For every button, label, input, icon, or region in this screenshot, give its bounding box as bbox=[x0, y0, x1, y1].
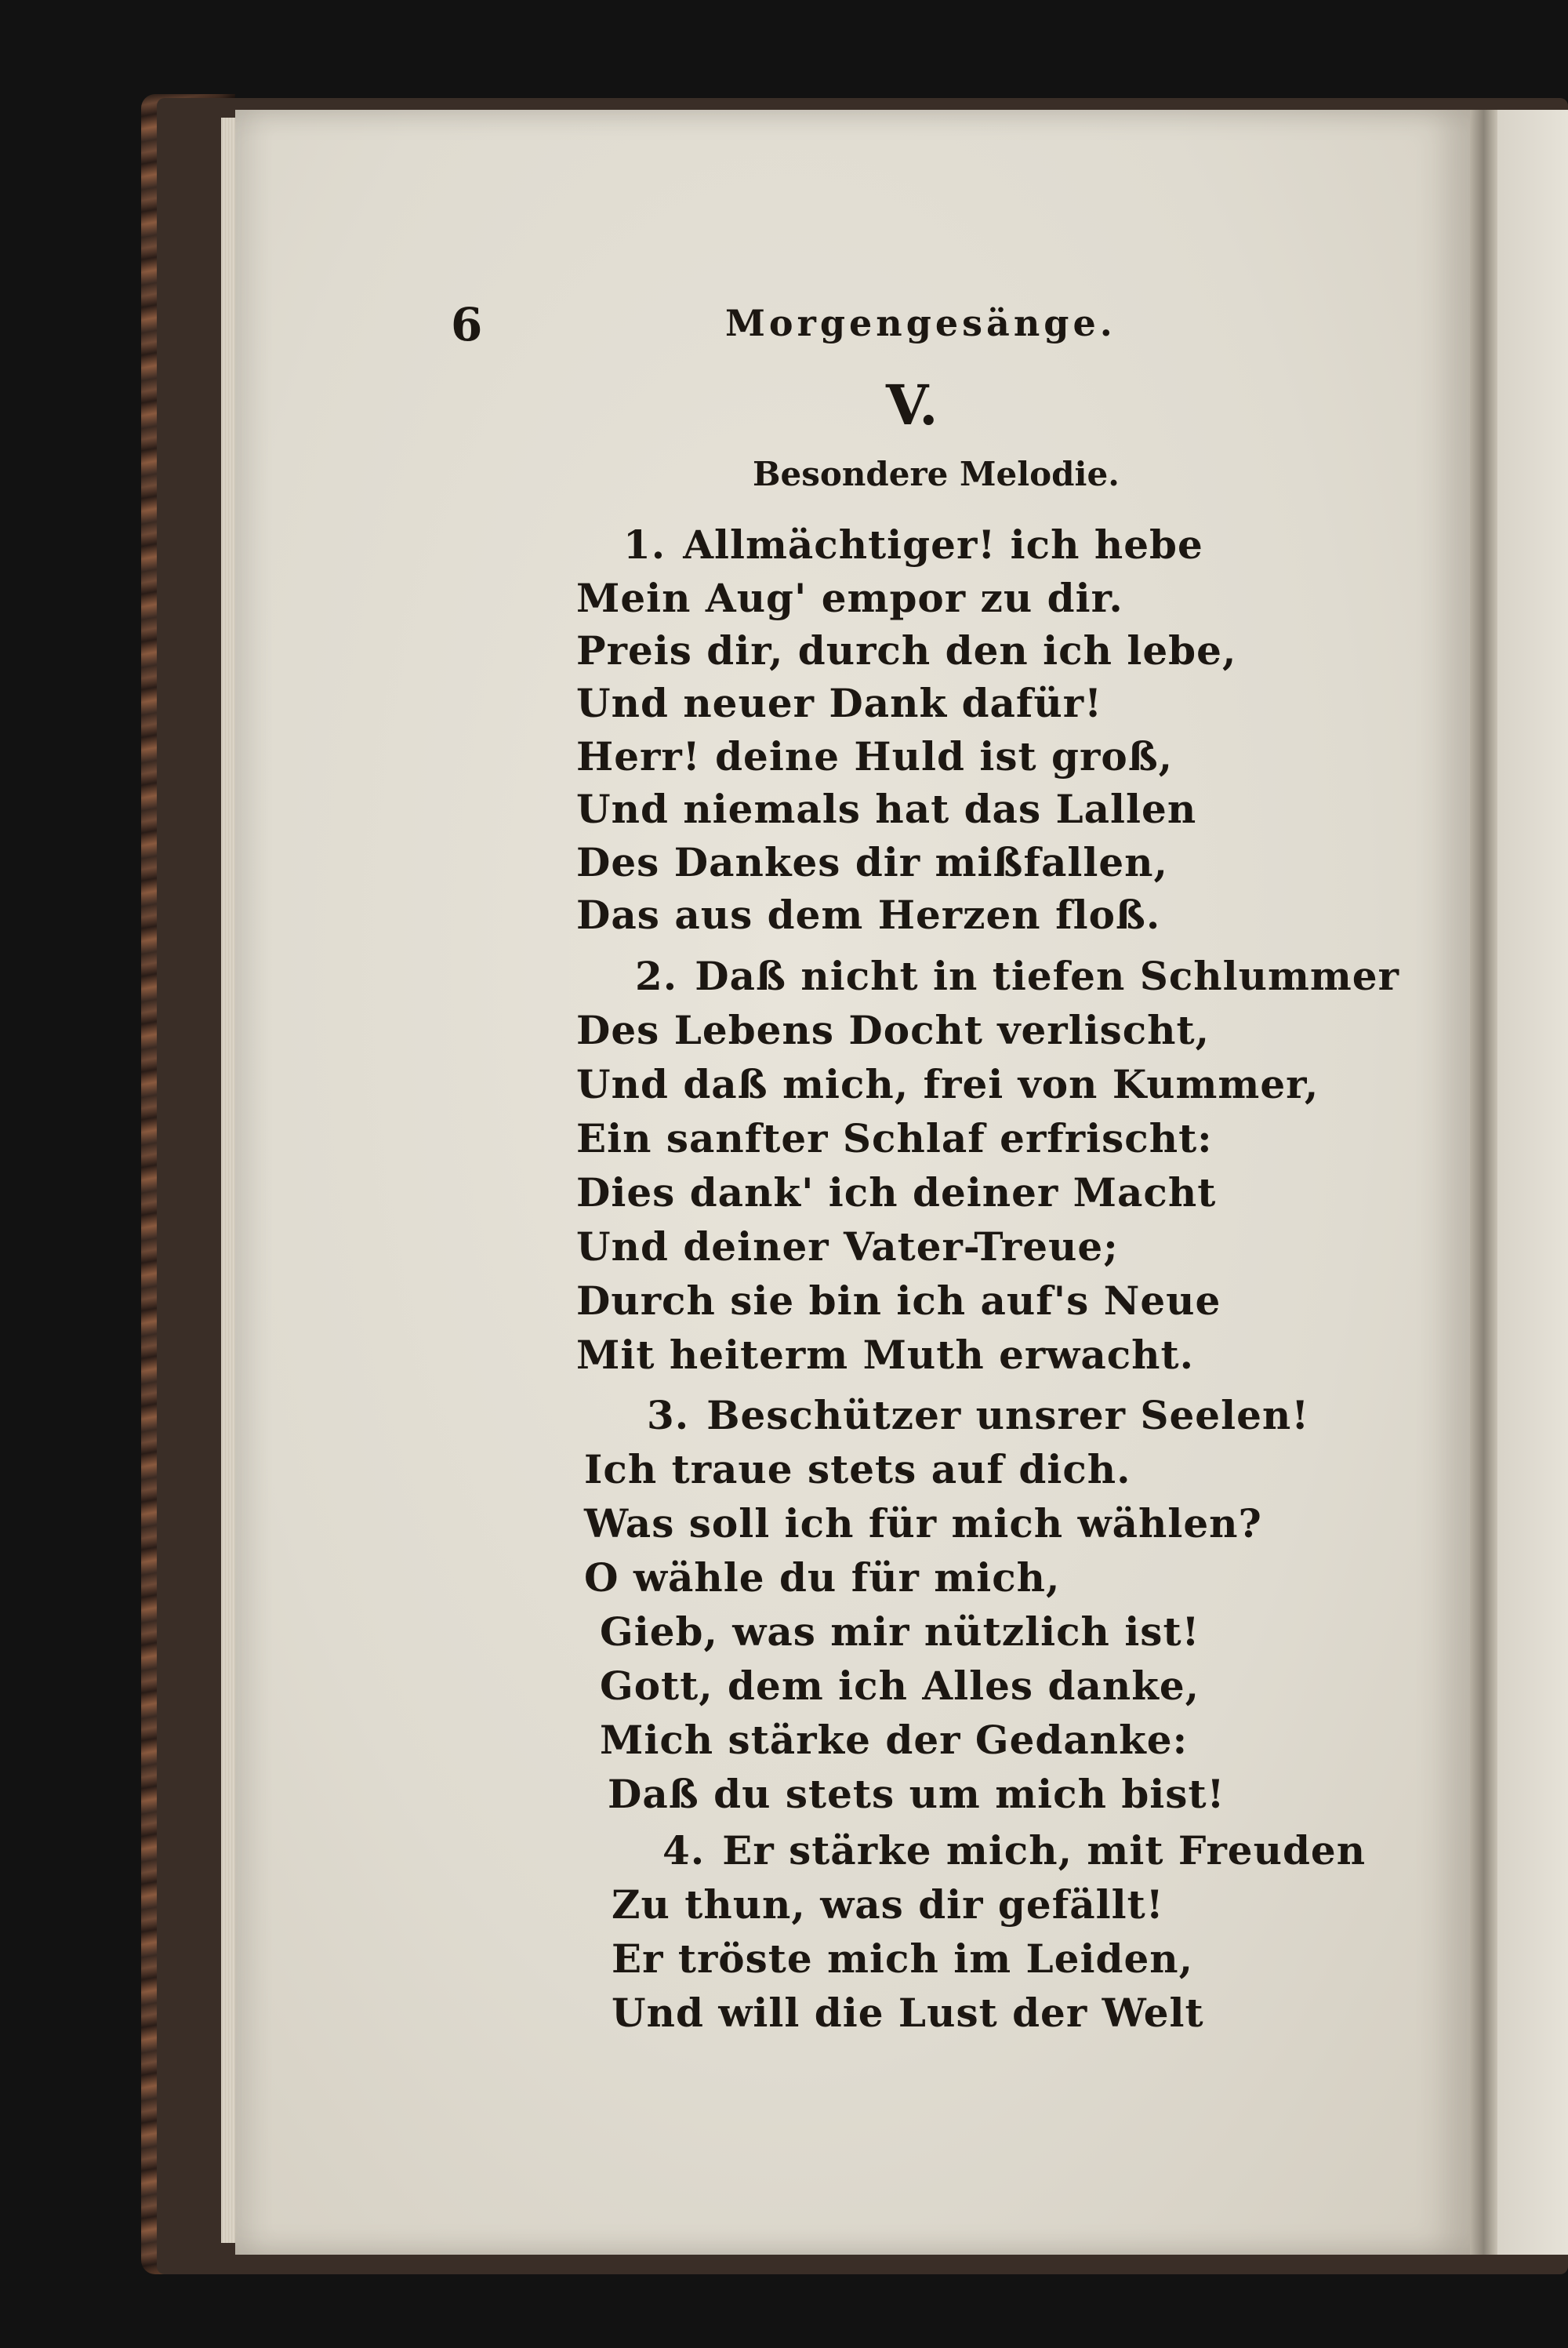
stanza-number: 2. bbox=[635, 953, 678, 999]
stanza-number: 4. bbox=[662, 1827, 706, 1874]
verse-line: Herr! deine Huld ist groß, bbox=[576, 733, 1174, 780]
verse-line: Durch sie bin ich auf's Neue bbox=[576, 1278, 1221, 1324]
hymn-number: V. bbox=[886, 373, 938, 438]
verse-line: 1. Allmächtiger! ich hebe bbox=[623, 522, 1203, 568]
verse-line: Ich traue stets auf dich. bbox=[584, 1446, 1131, 1492]
verse-line: O wähle du für mich, bbox=[584, 1554, 1061, 1601]
verse-line: 3. Beschützer unsrer Seelen! bbox=[647, 1392, 1310, 1438]
stanza-number: 3. bbox=[647, 1392, 690, 1438]
page-number: 6 bbox=[451, 298, 483, 351]
verse-line: Und neuer Dank dafür! bbox=[576, 680, 1103, 726]
verse-line: Dies dank' ich deiner Macht bbox=[576, 1169, 1217, 1216]
verse-line: Daß du stets um mich bist! bbox=[608, 1771, 1225, 1817]
verse-line: Und niemals hat das Lallen bbox=[576, 786, 1197, 832]
verse-line: Und deiner Vater-Treue; bbox=[576, 1223, 1119, 1270]
running-head: Morgengesänge. bbox=[725, 302, 1116, 344]
stanza-number: 1. bbox=[623, 522, 666, 568]
verse-line: Und will die Lust der Welt bbox=[612, 1990, 1204, 2036]
verse-line: Des Lebens Docht verlischt, bbox=[576, 1007, 1210, 1053]
verse-line: Mein Aug' empor zu dir. bbox=[576, 575, 1123, 621]
verse-line: Mich stärke der Gedanke: bbox=[600, 1717, 1189, 1763]
verse-line: Und daß mich, frei von Kummer, bbox=[576, 1061, 1319, 1107]
verse-line: Er tröste mich im Leiden, bbox=[612, 1935, 1194, 1982]
verse-line: Das aus dem Herzen floß. bbox=[576, 892, 1161, 938]
verse-line: 2. Daß nicht in tiefen Schlummer bbox=[635, 953, 1399, 999]
verse-line: Mit heiterm Muth erwacht. bbox=[576, 1332, 1195, 1378]
verse-line: Gott, dem ich Alles danke, bbox=[600, 1663, 1200, 1709]
verse-line: Des Dankes dir mißfallen, bbox=[576, 839, 1168, 885]
verse-line: Preis dir, durch den ich lebe, bbox=[576, 627, 1237, 674]
verse-line: Zu thun, was dir gefällt! bbox=[612, 1881, 1164, 1928]
verse-line: Was soll ich für mich wählen? bbox=[584, 1500, 1262, 1547]
verse-line: Gieb, was mir nützlich ist! bbox=[600, 1608, 1200, 1655]
verse-line: 4. Er stärke mich, mit Freuden bbox=[662, 1827, 1367, 1874]
verse-line: Ein sanfter Schlaf erfrischt: bbox=[576, 1115, 1213, 1161]
melody-note: Besondere Melodie. bbox=[753, 455, 1120, 493]
